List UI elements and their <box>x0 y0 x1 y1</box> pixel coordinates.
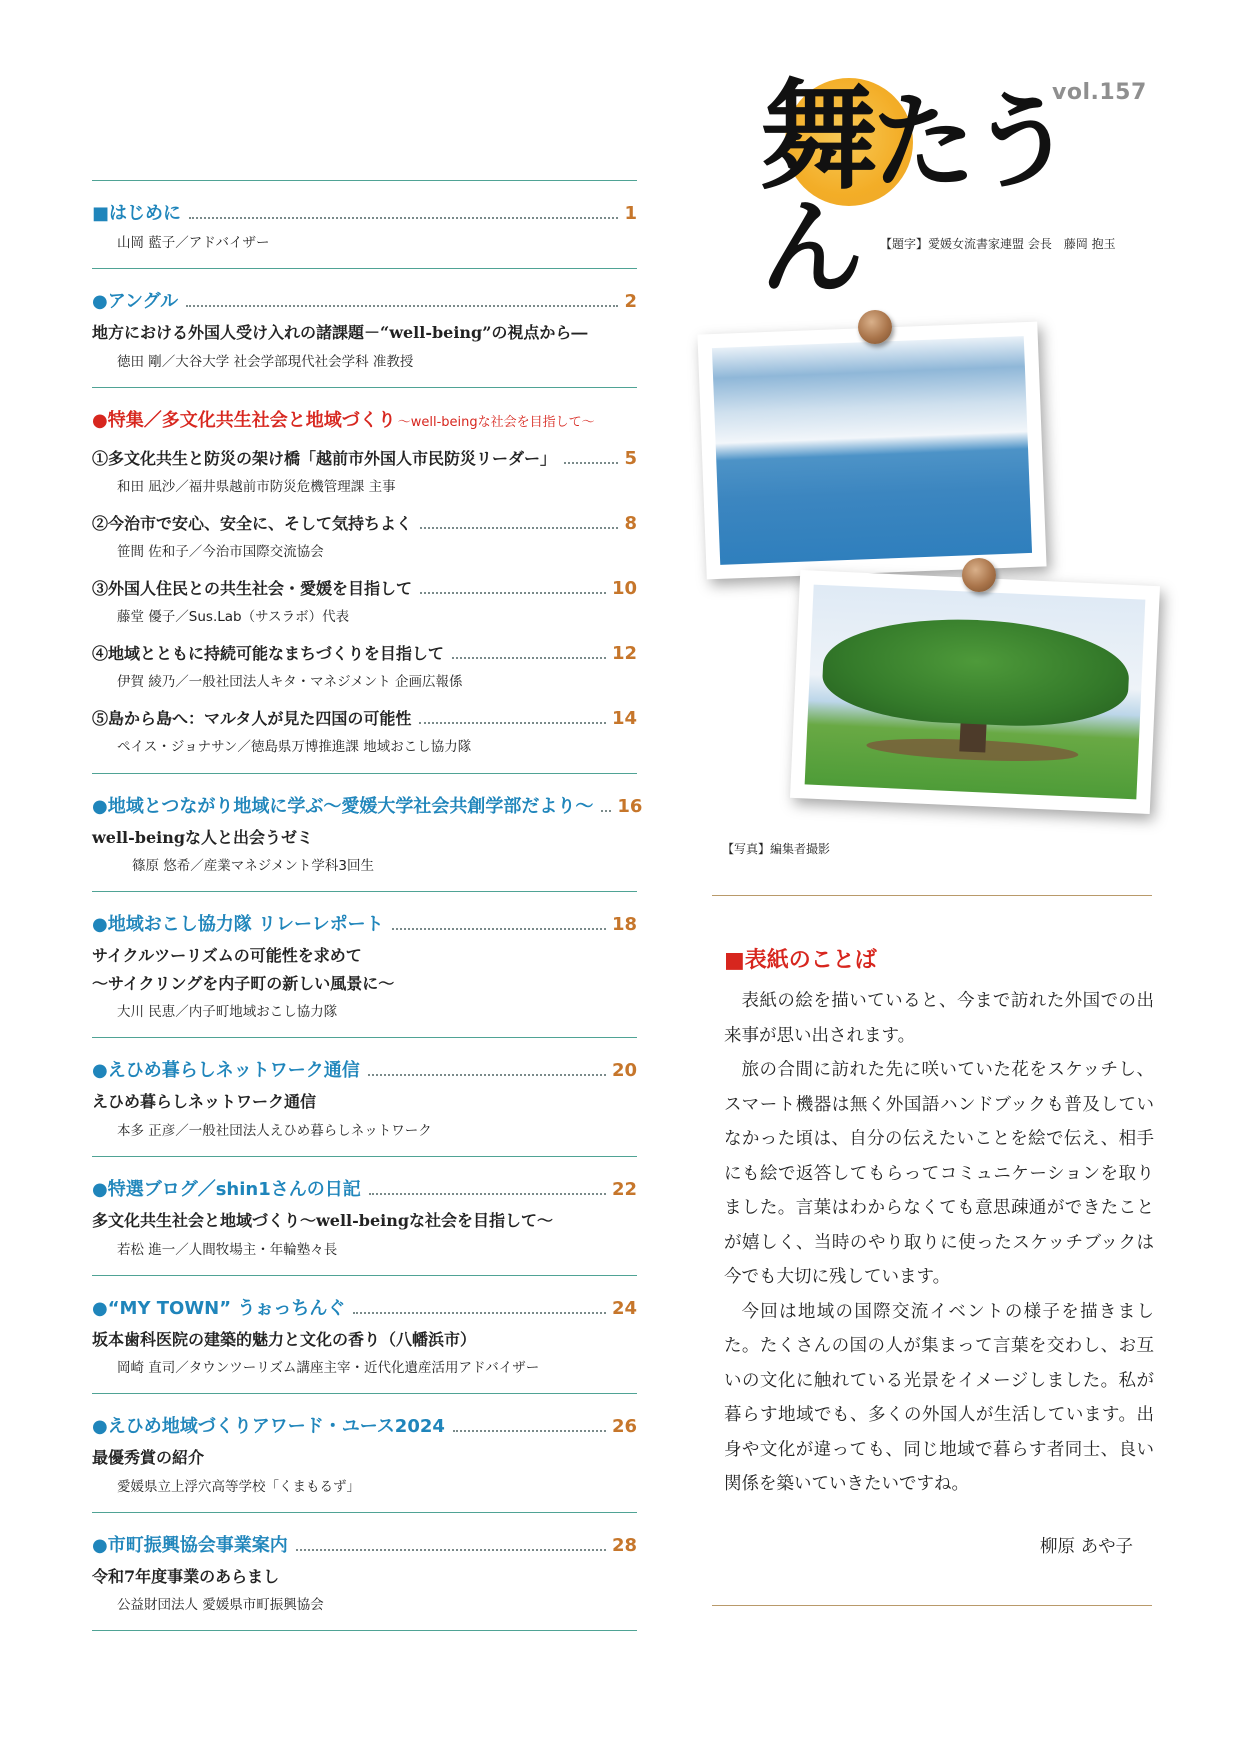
toc-article-title: ⑤島から島へ：マルタ人が見た四国の可能性 <box>92 708 412 728</box>
toc-article-title: 坂本歯科医院の建築的魅力と文化の香り（八幡浜市） <box>92 1329 477 1349</box>
toc-special-item[interactable] <box>92 706 637 755</box>
toc-section-title: ●地域おこし協力隊 リレーレポート <box>92 914 384 936</box>
toc-section-mytown[interactable] <box>92 1276 637 1394</box>
toc-author: 若松 進一／人間牧場主・年輪塾々長 <box>117 1241 338 1258</box>
toc-special-item[interactable] <box>92 576 637 625</box>
cover-paragraph: 表紙の絵を描いていると、今まで訪れた外国での出来事が思い出されます。 <box>724 991 1154 1046</box>
toc-special-item[interactable] <box>92 511 637 560</box>
toc-article-title: 最優秀賞の紹介 <box>92 1448 205 1468</box>
toc-author: 公益財団法人 愛媛県市町振興協会 <box>117 1597 324 1614</box>
toc-author: ペイス・ジョナサン／徳島県万博推進課 地域おこし協力隊 <box>117 738 472 755</box>
toc-divider <box>92 1630 637 1631</box>
toc-page-number: 8 <box>624 512 637 534</box>
toc-page-number: 2 <box>624 291 637 312</box>
toc-page-number: 12 <box>611 642 637 664</box>
toc-section-hajimeni[interactable] <box>92 181 637 268</box>
toc-article-title: ③外国人住民との共生社会・愛媛を目指して <box>92 578 413 598</box>
toc-section-title: ●地域とつながり地域に学ぶ～愛媛大学社会共創学部だより～ <box>92 795 594 817</box>
toc-article-title: 多文化共生社会と地域づくり～well-beingな社会を目指して～ <box>92 1210 554 1230</box>
toc-section-special <box>92 388 637 773</box>
toc-author: 徳田 剛／大谷大学 社会学部現代社会学科 准教授 <box>117 353 414 370</box>
ocean-photo <box>697 322 1046 580</box>
toc-author: 本多 正彦／一般社団法人えひめ暮らしネットワーク <box>117 1122 432 1139</box>
cover-box-top-rule <box>712 895 1152 896</box>
pushpin-icon <box>962 558 996 592</box>
toc-page-number: 5 <box>624 447 637 469</box>
toc-section-title: ●アングル <box>92 291 179 312</box>
toc-article-title: えひめ暮らしネットワーク通信 <box>92 1092 317 1112</box>
table-of-contents <box>92 180 643 1631</box>
toc-article-title: ①多文化共生と防災の架け橋「越前市外国人市民防災リーダー」 <box>92 448 557 468</box>
toc-page-number: 26 <box>611 1416 637 1438</box>
toc-special-item[interactable] <box>92 446 637 495</box>
tree-photo-image <box>805 585 1146 800</box>
pushpin-icon <box>858 310 892 344</box>
toc-article-title: well-beingな人と出会うゼミ <box>92 827 314 847</box>
toc-section-award[interactable] <box>92 1394 637 1512</box>
toc-page-number: 20 <box>611 1060 637 1082</box>
toc-section-network[interactable] <box>92 1038 637 1156</box>
title-calligraphy-credit: 【題字】愛媛女流書家連盟 会長 藤岡 抱玉 <box>880 237 1116 251</box>
toc-author: 笹間 佐和子／今治市国際交流協会 <box>117 543 324 560</box>
cover-paragraph: 今回は地域の国際交流イベントの様子を描きました。たくさんの国の人が集まって言葉を交わし、お互いの文化に触れている光景をイメージしました。私が暮らす地域でも、多くの外国人が生活しています。出身や文化が違っても、同じ地域で暮らす者同士、良い関係を築いていきたいですね。 <box>724 1301 1154 1494</box>
cover-box-bottom-rule <box>712 1605 1152 1606</box>
toc-section-title: ●“MY TOWN” うぉっちんぐ <box>92 1297 346 1319</box>
toc-section-title: ■はじめに <box>92 203 182 224</box>
toc-page-number: 16 <box>617 795 643 817</box>
toc-page-number: 28 <box>611 1534 637 1556</box>
toc-author: 岡崎 直司／タウンツーリズム講座主宰・近代化遺産活用アドバイザー <box>117 1360 540 1377</box>
toc-special-item[interactable] <box>92 641 637 690</box>
toc-section-blog[interactable] <box>92 1157 637 1275</box>
toc-article-title: ④地域とともに持続可能なまちづくりを目指して <box>92 643 444 663</box>
logo-text <box>760 67 1160 309</box>
ocean-photo-image <box>712 336 1032 565</box>
toc-page-number: 18 <box>611 914 637 936</box>
toc-section-title: ●特選ブログ／shin1さんの日記 <box>92 1178 361 1200</box>
toc-section-title: ●えひめ地域づくりアワード・ユース2024 <box>92 1416 445 1438</box>
toc-author: 大川 民恵／内子町地域おこし協力隊 <box>117 1004 338 1021</box>
toc-author: 藤堂 優子／Sus.Lab（サスラボ）代表 <box>117 608 350 625</box>
toc-article-subtitle: ～サイクリングを内子町の新しい風景に～ <box>92 973 395 993</box>
photo-credit: 【写真】編集者撮影 <box>722 842 831 856</box>
toc-article-title: サイクルツーリズムの可能性を求めて <box>92 946 362 966</box>
toc-author: 伊賀 綾乃／一般社団法人キタ・マネジメント 企画広報係 <box>117 673 463 690</box>
toc-section-title: ●えひめ暮らしネットワーク通信 <box>92 1060 360 1082</box>
cover-words-body <box>724 984 1154 1502</box>
toc-section-subtitle: ～well-beingな社会を目指して～ <box>397 414 595 430</box>
toc-section-angle[interactable] <box>92 269 637 387</box>
cover-signature: 柳原 あや子 <box>1040 1537 1134 1557</box>
toc-page-number: 10 <box>611 577 637 599</box>
toc-page-number: 24 <box>611 1297 637 1319</box>
toc-section-relay-report[interactable] <box>92 892 637 1037</box>
cover-paragraph: 旅の合間に訪れた先に咲いていた花をスケッチし、スマート機器は無く外国語ハンドブックも普及していなかった頃は、自分の伝えたいことを絵で伝え、相手にも絵で返答してもらってコミュニケーションを取りました。言葉はわからなくても意思疎通ができたことが嬉しく、当時のやり取りに使ったスケッチブックは今でも大切に残しています。 <box>724 1060 1154 1287</box>
logo-kana: たうん <box>760 80 1069 309</box>
toc-author: 山岡 藍子／アドバイザー <box>117 235 270 251</box>
toc-author: 愛媛県立上浮穴高等学校「くまもるず」 <box>117 1478 360 1495</box>
toc-article-title: 地方における外国人受け入れの諸課題－“well-being”の視点から― <box>92 323 588 342</box>
toc-page-number: 1 <box>624 203 637 224</box>
toc-page-number: 14 <box>611 707 637 729</box>
toc-section-title: ●市町振興協会事業案内 <box>92 1534 288 1556</box>
toc-author: 和田 凪沙／福井県越前市防災危機管理課 主事 <box>117 478 396 495</box>
tree-canopy <box>821 613 1131 731</box>
toc-section-association[interactable] <box>92 1513 637 1631</box>
toc-page-number: 22 <box>611 1178 637 1200</box>
toc-section-title: ●特集／多文化共生社会と地域づくり <box>92 409 396 431</box>
toc-article-title: ②今治市で安心、安全に、そして気持ちよく <box>92 513 413 533</box>
toc-author: 篠原 悠希／産業マネジメント学科3回生 <box>132 858 374 875</box>
logo-kanji: 舞 <box>760 67 873 206</box>
tree-photo <box>790 570 1160 814</box>
volume-number: vol.157 <box>1052 80 1147 105</box>
toc-section-ehime-univ[interactable] <box>92 774 643 892</box>
toc-article-title: 令和7年度事業のあらまし <box>92 1566 280 1586</box>
cover-words-title: ■表紙のことば <box>724 948 877 973</box>
